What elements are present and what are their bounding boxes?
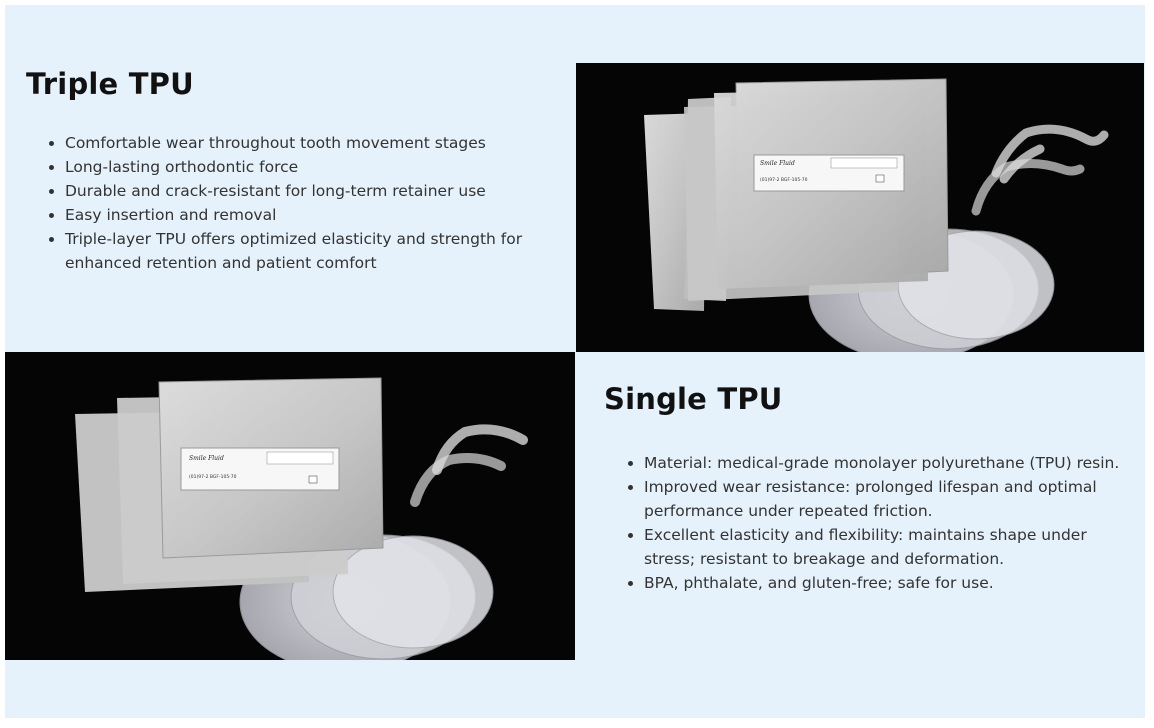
list-item: • Easy insertion and removal — [65, 203, 565, 227]
bag-label-code: (01)97-2 BGF-105-70 — [189, 475, 237, 480]
triple-tpu-feature-list — [45, 131, 565, 275]
bag-label-logo: Smile Fluid — [189, 455, 224, 462]
single-tpu-product-photo — [5, 352, 575, 660]
triple-tpu-product-photo — [576, 63, 1144, 352]
list-item: • Durable and crack-resistant for long-term retainer use — [65, 179, 565, 203]
single-tpu-title: Single TPU — [604, 382, 783, 416]
bag-label-logo: Smile Fluid — [760, 160, 795, 167]
triple-tpu-title: Triple TPU — [26, 67, 194, 101]
content-panel — [5, 5, 1145, 718]
list-item: • Triple-layer TPU offers optimized elasticity and strength for enhanced retention and patient comfort — [65, 227, 565, 275]
list-item: • Excellent elasticity and flexibility: maintains shape under stress; resistant to breakage and deformation. — [644, 523, 1134, 571]
bag-label-code: (01)97-2 BGF-105-70 — [760, 178, 808, 183]
single-tpu-feature-list — [624, 451, 1134, 595]
list-item: • Improved wear resistance: prolonged lifespan and optimal performance under repeated friction. — [644, 475, 1134, 523]
list-item: • Long-lasting orthodontic force — [65, 155, 565, 179]
list-item: • BPA, phthalate, and gluten-free; safe for use. — [644, 571, 1134, 595]
list-item: • Comfortable wear throughout tooth movement stages — [65, 131, 565, 155]
list-item: • Material: medical-grade monolayer polyurethane (TPU) resin. — [644, 451, 1134, 475]
